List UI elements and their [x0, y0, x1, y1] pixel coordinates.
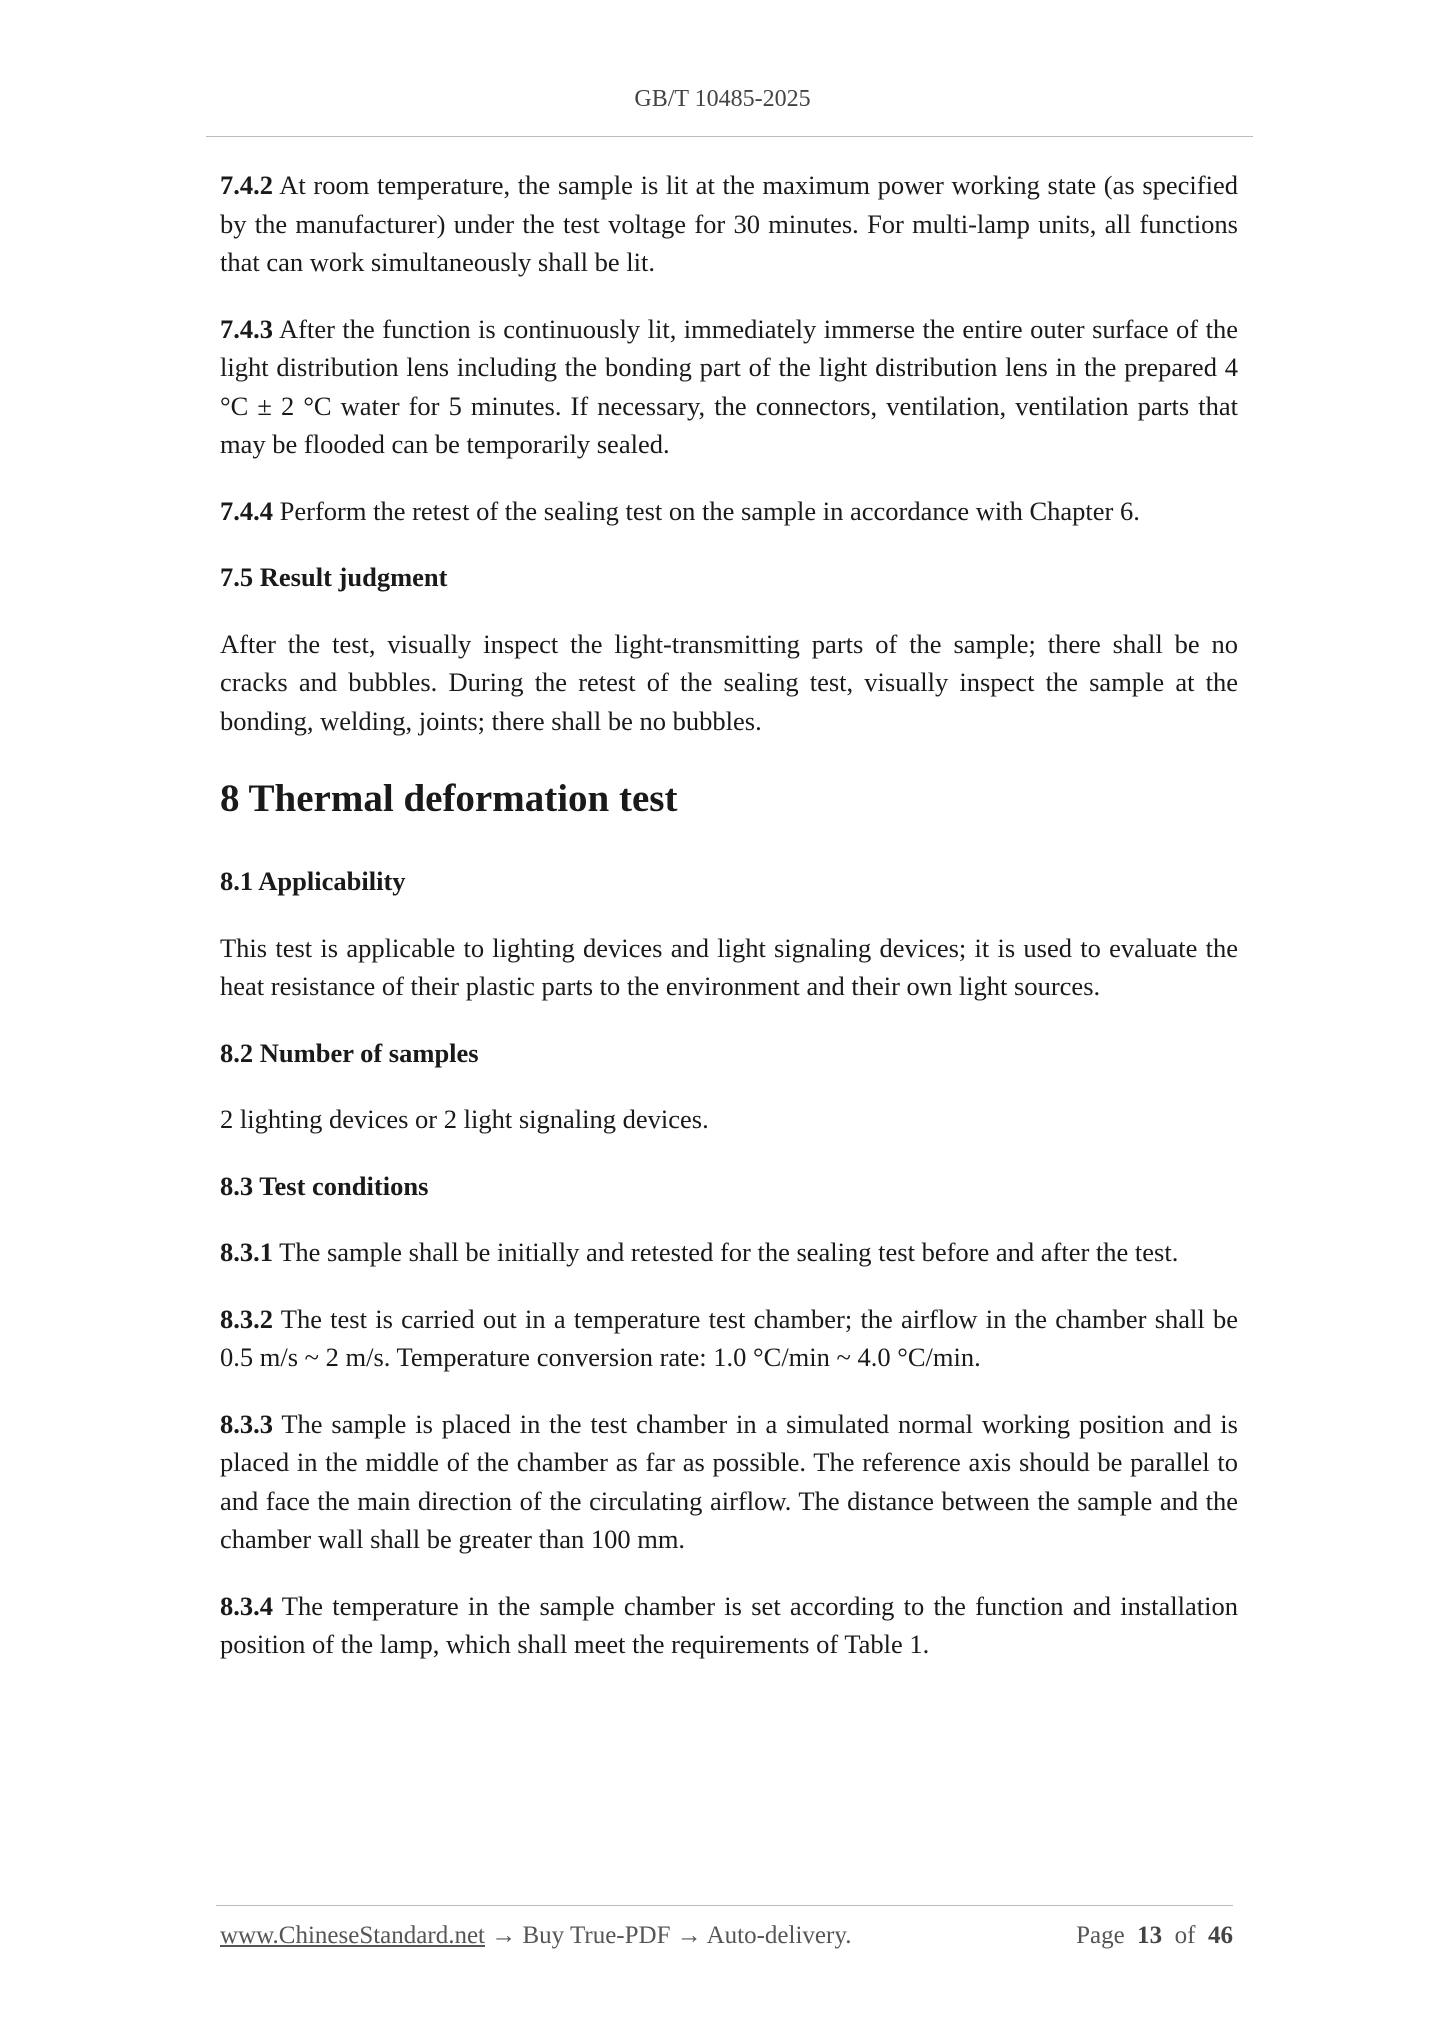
page-header	[0, 86, 1445, 113]
clause-7-4-4	[220, 492, 1238, 531]
clause-number: 7.4.2	[220, 170, 273, 200]
heading-8-1: 8.1 Applicability	[220, 866, 406, 896]
current-page: 13	[1137, 1922, 1163, 1949]
clause-number: 8.3.4	[220, 1590, 273, 1621]
paragraph-8-2: 2 lighting devices or 2 light signaling devices.	[220, 1104, 709, 1134]
clause-number: 7.4.4	[220, 495, 273, 526]
clause-7-4-2	[220, 166, 1238, 282]
clause-text: After the function is continuously lit, immediately immerse the entire outer surface of the light distribution lens including the bonding part of the light distribution lens in the prepared 4 °C ± 2 °C water for 5 minutes. If necessary, the connectors, ventilation, ventilation parts that may be flooded can be temporarily sealed.	[220, 313, 1238, 459]
clause-8-3-3	[220, 1405, 1238, 1559]
clause-7-4-3	[220, 310, 1238, 464]
clause-8-3-2	[220, 1300, 1238, 1377]
clause-number: 8.3.2	[220, 1303, 273, 1334]
paragraph-8-1: This test is applicable to lighting devices and light signaling devices; it is used to evaluate the heat resistance of their plastic parts to the environment and their own light sources.	[220, 932, 1238, 1001]
auto-delivery-text: Auto-delivery.	[706, 1922, 852, 1949]
clause-number: 7.4.3	[220, 313, 273, 344]
paragraph-7-5: After the test, visually inspect the light-transmitting parts of the sample; there shall be no cracks and bubbles. During the retest of the sealing test, visually inspect the sample at the bonding, welding, joints; there shall be no bubbles.	[220, 628, 1238, 736]
page-number	[1076, 1922, 1233, 1950]
footer-divider	[216, 1905, 1233, 1906]
of-label: of	[1174, 1922, 1196, 1949]
clause-text: At room temperature, the sample is lit at the maximum power working state (as specified by the manufacturer) under the test voltage for 30 minutes. For multi-lamp units, all functions that can work simultaneously shall be lit.	[220, 170, 1238, 277]
footer-promo	[220, 1922, 851, 1950]
document-body	[220, 166, 1238, 1692]
clause-8-3-4	[220, 1587, 1238, 1664]
clause-text: Perform the retest of the sealing test on the sample in accordance with Chapter 6.	[273, 495, 1140, 526]
clause-text: The temperature in the sample chamber is set according to the function and installation position of the lamp, which shall meet the requirements of Table 1.	[220, 1590, 1238, 1659]
clause-text: The test is carried out in a temperature test chamber; the airflow in the chamber shall be 0.5 m/s ~ 2 m/s. Temperature conversion rate: 1.0 °C/min ~ 4.0 °C/min.	[220, 1303, 1238, 1372]
total-pages: 46	[1208, 1922, 1233, 1949]
heading-8-2: 8.2 Number of samples	[220, 1037, 479, 1068]
clause-text: The sample is placed in the test chamber in a simulated normal working position and is placed in the middle of the chamber as far as possible. The reference axis should be parallel to and face the main direction of the circulating airflow. The distance between the sample and the chamber wall shall be greater than 100 mm.	[220, 1408, 1238, 1554]
arrow-right-icon: →	[676, 1922, 702, 1949]
clause-number: 8.3.3	[220, 1408, 273, 1439]
arrow-right-icon: →	[491, 1922, 517, 1949]
buy-pdf-text: Buy True-PDF	[522, 1922, 671, 1949]
clause-text: The sample shall be initially and retested for the sealing test before and after the test.	[273, 1237, 1179, 1267]
page-label: Page	[1076, 1922, 1125, 1949]
header-divider	[206, 136, 1253, 137]
heading-8-3: 8.3 Test conditions	[220, 1170, 429, 1201]
document-id: GB/T 10485-2025	[634, 86, 811, 112]
heading-7-5: 7.5 Result judgment	[220, 562, 448, 592]
section-title-8: 8 Thermal deformation test	[220, 777, 678, 820]
clause-number: 8.3.1	[220, 1237, 273, 1267]
clause-8-3-1	[220, 1233, 1238, 1272]
website-link[interactable]: www.ChineseStandard.net	[220, 1922, 485, 1949]
